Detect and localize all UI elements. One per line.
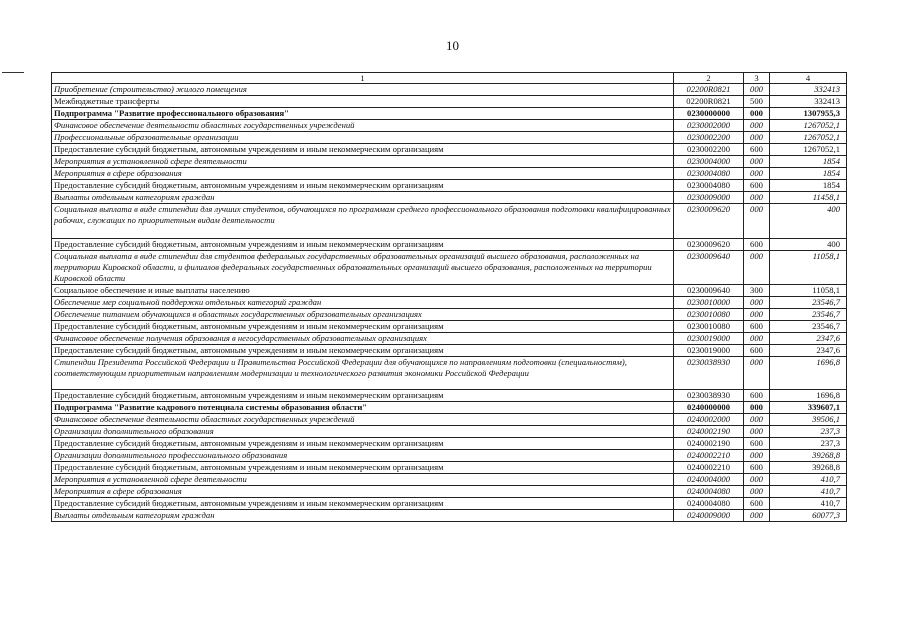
table-row [52, 357, 847, 390]
row-code-cell: 0230019000 [674, 345, 744, 357]
row-expense-type-cell: 600 [744, 462, 770, 474]
row-code-cell: 0230004080 [674, 180, 744, 192]
row-expense-type-cell: 000 [744, 120, 770, 132]
row-code-cell: 0240002000 [674, 414, 744, 426]
table-row [52, 333, 847, 345]
row-sum-cell: 410,7 [770, 498, 847, 510]
row-name-cell: Межбюджетные трансферты [52, 96, 674, 108]
row-sum-cell: 11058,1 [770, 251, 847, 285]
row-name-cell: Мероприятия в сфере образования [52, 168, 674, 180]
row-code-cell: 0230002200 [674, 144, 744, 156]
row-expense-type-cell: 600 [744, 180, 770, 192]
row-name-cell: Социальное обеспечение и иные выплаты населению [52, 285, 674, 297]
row-sum-cell: 237,3 [770, 438, 847, 450]
row-sum-cell: 1854 [770, 156, 847, 168]
table-row [52, 390, 847, 402]
row-code-cell: 0240004000 [674, 474, 744, 486]
table-row [52, 96, 847, 108]
row-code-cell: 0230009640 [674, 251, 744, 285]
row-sum-cell: 23546,7 [770, 297, 847, 309]
row-name-cell: Подпрограмма "Развитие профессионального образования" [52, 108, 674, 120]
row-code-cell: 02200R0821 [674, 84, 744, 96]
table-row [52, 108, 847, 120]
row-expense-type-cell: 600 [744, 239, 770, 251]
row-sum-cell: 332413 [770, 84, 847, 96]
row-sum-cell: 60077,3 [770, 510, 847, 522]
row-sum-cell: 410,7 [770, 486, 847, 498]
row-expense-type-cell: 000 [744, 333, 770, 345]
row-name-cell: Стипендии Президента Российской Федерации и Правительства Российской Федерации для обучающихся по направлениям подготовки (специальностям), соответствующим приоритетным направлениям модернизации и технологического развития экономики Российской Федерации [52, 357, 674, 390]
budget-table-body [52, 73, 847, 522]
row-sum-cell: 400 [770, 204, 847, 239]
row-name-cell: Выплаты отдельным категориям граждан [52, 192, 674, 204]
row-expense-type-cell: 000 [744, 474, 770, 486]
row-name-cell: Предоставление субсидий бюджетным, автономным учреждениям и иным некоммерческим организациям [52, 239, 674, 251]
row-sum-cell: 410,7 [770, 474, 847, 486]
row-name-cell: Социальная выплата в виде стипендии для студентов федеральных государственных образовательных организаций высшего образования, расположенных на территории Кировской области, и филиалов федеральных государственных образовательных организаций высшего образования, расположенных на территории Кировской области [52, 251, 674, 285]
row-code-cell: 0230004000 [674, 156, 744, 168]
row-name-cell: Приобретение (строительство) жилого помещения [52, 84, 674, 96]
row-name-cell: Социальная выплата в виде стипендии для лучших студентов, обучающихся по программам среднего профессионального образования подготовки квалифицированных рабочих, служащих по приоритетным видам деятельности [52, 204, 674, 239]
table-row [52, 498, 847, 510]
row-sum-cell: 1854 [770, 168, 847, 180]
row-sum-cell: 1854 [770, 180, 847, 192]
row-code-cell: 0240009000 [674, 510, 744, 522]
row-sum-cell: 339607,1 [770, 402, 847, 414]
header-col-1: 1 [52, 73, 674, 84]
row-code-cell: 0230010000 [674, 297, 744, 309]
row-code-cell: 0230038930 [674, 390, 744, 402]
row-code-cell: 02200R0821 [674, 96, 744, 108]
row-sum-cell: 332413 [770, 96, 847, 108]
row-expense-type-cell: 500 [744, 96, 770, 108]
row-name-cell: Выплаты отдельным категориям граждан [52, 510, 674, 522]
row-code-cell: 0240002210 [674, 450, 744, 462]
row-expense-type-cell: 000 [744, 132, 770, 144]
row-code-cell: 0230002200 [674, 132, 744, 144]
row-expense-type-cell: 600 [744, 498, 770, 510]
row-sum-cell: 39268,8 [770, 450, 847, 462]
table-row [52, 204, 847, 239]
table-row [52, 450, 847, 462]
row-sum-cell: 11058,1 [770, 285, 847, 297]
table-row [52, 321, 847, 333]
table-row [52, 462, 847, 474]
table-row [52, 510, 847, 522]
row-sum-cell: 1696,8 [770, 357, 847, 390]
table-row [52, 132, 847, 144]
table-row [52, 239, 847, 251]
row-sum-cell: 23546,7 [770, 321, 847, 333]
row-expense-type-cell: 000 [744, 192, 770, 204]
row-name-cell: Организации дополнительного образования [52, 426, 674, 438]
row-name-cell: Финансовое обеспечение деятельности областных государственных учреждений [52, 120, 674, 132]
row-expense-type-cell: 000 [744, 402, 770, 414]
header-col-4: 4 [770, 73, 847, 84]
table-row [52, 426, 847, 438]
row-sum-cell: 2347,6 [770, 345, 847, 357]
row-expense-type-cell: 600 [744, 438, 770, 450]
row-name-cell: Предоставление субсидий бюджетным, автономным учреждениям и иным некоммерческим организациям [52, 390, 674, 402]
row-code-cell: 0240000000 [674, 402, 744, 414]
row-expense-type-cell: 000 [744, 251, 770, 285]
row-name-cell: Предоставление субсидий бюджетным, автономным учреждениям и иным некоммерческим организациям [52, 462, 674, 474]
row-sum-cell: 23546,7 [770, 309, 847, 321]
row-sum-cell: 1696,8 [770, 390, 847, 402]
row-expense-type-cell: 000 [744, 309, 770, 321]
row-expense-type-cell: 000 [744, 84, 770, 96]
row-name-cell: Мероприятия в установленной сфере деятельности [52, 474, 674, 486]
header-row [52, 73, 847, 84]
row-name-cell: Предоставление субсидий бюджетным, автономным учреждениям и иным некоммерческим организациям [52, 345, 674, 357]
row-sum-cell: 1267052,1 [770, 132, 847, 144]
row-expense-type-cell: 000 [744, 108, 770, 120]
table-row [52, 84, 847, 96]
header-col-3: 3 [744, 73, 770, 84]
table-row [52, 486, 847, 498]
table-row [52, 144, 847, 156]
row-expense-type-cell: 000 [744, 156, 770, 168]
table-row [52, 414, 847, 426]
table-row [52, 474, 847, 486]
row-code-cell: 0230010080 [674, 321, 744, 333]
row-expense-type-cell: 300 [744, 285, 770, 297]
table-row [52, 309, 847, 321]
row-name-cell: Мероприятия в сфере образования [52, 486, 674, 498]
table-row [52, 297, 847, 309]
row-expense-type-cell: 000 [744, 204, 770, 239]
row-sum-cell: 39268,8 [770, 462, 847, 474]
row-name-cell: Обеспечение питанием обучающихся в областных государственных образовательных организациях [52, 309, 674, 321]
row-name-cell: Предоставление субсидий бюджетным, автономным учреждениям и иным некоммерческим организациям [52, 438, 674, 450]
budget-table [51, 72, 847, 522]
table-row [52, 180, 847, 192]
row-expense-type-cell: 000 [744, 486, 770, 498]
row-sum-cell: 2347,6 [770, 333, 847, 345]
table-row [52, 156, 847, 168]
row-code-cell: 0230009620 [674, 239, 744, 251]
row-sum-cell: 237,3 [770, 426, 847, 438]
row-code-cell: 0230002000 [674, 120, 744, 132]
header-col-2: 2 [674, 73, 744, 84]
row-expense-type-cell: 600 [744, 321, 770, 333]
row-expense-type-cell: 000 [744, 414, 770, 426]
row-name-cell: Финансовое обеспечение деятельности областных государственных учреждений [52, 414, 674, 426]
table-row [52, 402, 847, 414]
row-name-cell: Обеспечение мер социальной поддержки отдельных категорий граждан [52, 297, 674, 309]
table-row [52, 345, 847, 357]
row-expense-type-cell: 600 [744, 390, 770, 402]
row-code-cell: 0230000000 [674, 108, 744, 120]
row-expense-type-cell: 600 [744, 345, 770, 357]
table-row [52, 168, 847, 180]
row-code-cell: 0240004080 [674, 498, 744, 510]
row-name-cell: Профессиональные образовательные организации [52, 132, 674, 144]
row-name-cell: Предоставление субсидий бюджетным, автономным учреждениям и иным некоммерческим организациям [52, 498, 674, 510]
row-code-cell: 0240004080 [674, 486, 744, 498]
row-sum-cell: 1267052,1 [770, 144, 847, 156]
row-expense-type-cell: 000 [744, 450, 770, 462]
row-code-cell: 0230019000 [674, 333, 744, 345]
row-expense-type-cell: 000 [744, 168, 770, 180]
row-name-cell: Предоставление субсидий бюджетным, автономным учреждениям и иным некоммерческим организациям [52, 180, 674, 192]
row-expense-type-cell: 000 [744, 510, 770, 522]
row-code-cell: 0230009620 [674, 204, 744, 239]
row-code-cell: 0230009640 [674, 285, 744, 297]
row-sum-cell: 11458,1 [770, 192, 847, 204]
row-code-cell: 0240002190 [674, 438, 744, 450]
table-row [52, 251, 847, 285]
row-code-cell: 0230004080 [674, 168, 744, 180]
row-sum-cell: 400 [770, 239, 847, 251]
row-name-cell: Предоставление субсидий бюджетным, автономным учреждениям и иным некоммерческим организациям [52, 321, 674, 333]
row-name-cell: Организации дополнительного профессионального образования [52, 450, 674, 462]
row-expense-type-cell: 000 [744, 297, 770, 309]
row-sum-cell: 39506,1 [770, 414, 847, 426]
table-row [52, 192, 847, 204]
row-sum-cell: 1307955,3 [770, 108, 847, 120]
row-name-cell: Предоставление субсидий бюджетным, автономным учреждениям и иным некоммерческим организациям [52, 144, 674, 156]
row-code-cell: 0240002210 [674, 462, 744, 474]
row-expense-type-cell: 000 [744, 357, 770, 390]
row-expense-type-cell: 600 [744, 144, 770, 156]
table-row [52, 285, 847, 297]
row-code-cell: 0230038930 [674, 357, 744, 390]
table-row [52, 438, 847, 450]
row-code-cell: 0230009000 [674, 192, 744, 204]
row-code-cell: 0240002190 [674, 426, 744, 438]
row-name-cell: Мероприятия в установленной сфере деятельности [52, 156, 674, 168]
table-row [52, 120, 847, 132]
row-name-cell: Подпрограмма "Развитие кадрового потенциала системы образования области" [52, 402, 674, 414]
margin-mark [2, 72, 24, 73]
row-expense-type-cell: 000 [744, 426, 770, 438]
page-number: 10 [446, 38, 459, 53]
row-sum-cell: 1267052,1 [770, 120, 847, 132]
row-name-cell: Финансовое обеспечение получения образования в негосударственных образовательных организациях [52, 333, 674, 345]
row-code-cell: 0230010080 [674, 309, 744, 321]
